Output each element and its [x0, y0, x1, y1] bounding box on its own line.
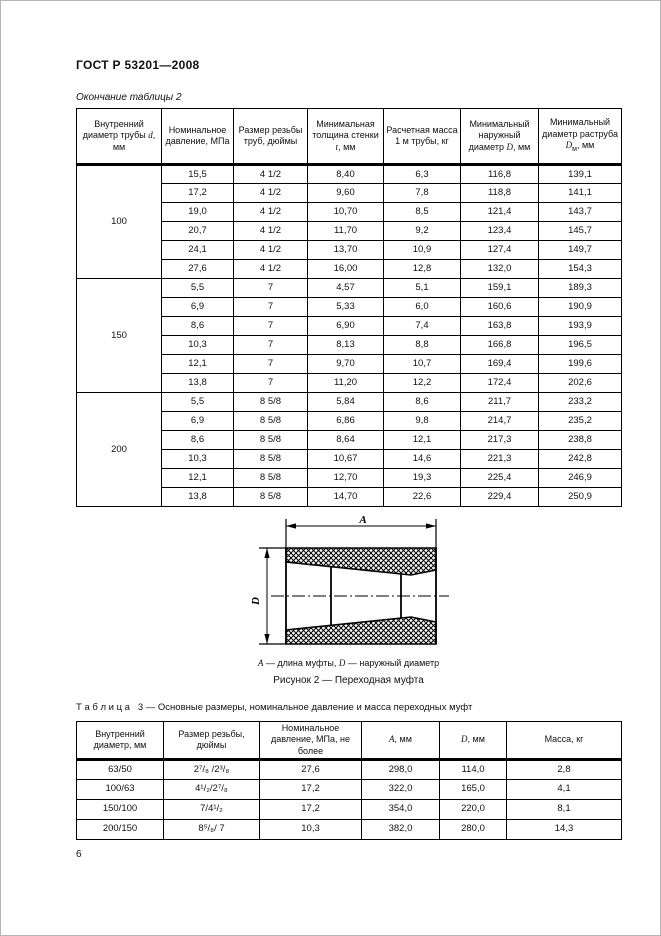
cell: 12,1 — [384, 431, 461, 450]
cell: 6,3 — [384, 165, 461, 184]
caption-variable-d: D — [338, 658, 346, 668]
cell: 14,3 — [507, 819, 622, 839]
cell: 10,67 — [308, 450, 384, 469]
column-header — [77, 109, 162, 165]
cell: 24,1 — [162, 241, 234, 260]
header-subscript: м — [572, 145, 577, 153]
cell: 8,40 — [308, 165, 384, 184]
cell: 13,8 — [162, 374, 234, 393]
cell: 7 — [234, 279, 308, 298]
cell: 8,64 — [308, 431, 384, 450]
cell: 7,4 — [384, 317, 461, 336]
page-number: 6 — [76, 849, 82, 860]
cell: 17,2 — [260, 799, 362, 819]
cell: 8,6 — [162, 317, 234, 336]
cell: 4 1/2 — [234, 165, 308, 184]
cell: 7 — [234, 355, 308, 374]
cell: 5,33 — [308, 298, 384, 317]
header-text: Масса, кг — [544, 734, 584, 745]
cell: 8⁵/₈/ 7 — [164, 819, 260, 839]
cell: 202,6 — [539, 374, 622, 393]
cell: 116,8 — [461, 165, 539, 184]
column-header — [440, 722, 507, 760]
header-variable: t — [335, 141, 339, 152]
cell: 123,4 — [461, 222, 539, 241]
cell: 220,0 — [440, 799, 507, 819]
cell: 7/4¹/₂ — [164, 799, 260, 819]
header-unit: , мм — [112, 130, 156, 152]
cell: 145,7 — [539, 222, 622, 241]
header-unit: , мм — [576, 139, 595, 150]
cell: 17,2 — [162, 184, 234, 203]
cell: 11,20 — [308, 374, 384, 393]
caption-text: — наружный диаметр — [345, 658, 440, 668]
cell: 14,6 — [384, 450, 461, 469]
cell: 354,0 — [362, 799, 440, 819]
table-row — [77, 819, 622, 839]
header-text: Размер резьбы, дюймы — [178, 728, 245, 750]
cell: 166,8 — [461, 336, 539, 355]
cell: 8 5/8 — [234, 393, 308, 412]
table3-coupling-dimensions — [76, 721, 622, 840]
cell: 9,70 — [308, 355, 384, 374]
cell: 10,3 — [260, 819, 362, 839]
cell: 242,8 — [539, 450, 622, 469]
header-text: Минимальный диаметр раструба — [542, 117, 618, 139]
header-text: Минимальный наружный диаметр — [468, 119, 530, 152]
cell: 154,3 — [539, 260, 622, 279]
header-unit: , мм — [467, 734, 485, 745]
cell: 13,8 — [162, 488, 234, 507]
cell: 4,1 — [507, 779, 622, 799]
cell: 12,8 — [384, 260, 461, 279]
cell: 9,8 — [384, 412, 461, 431]
column-header — [308, 109, 384, 165]
cell: 141,1 — [539, 184, 622, 203]
header-unit: , мм — [394, 734, 412, 745]
cell: 322,0 — [362, 779, 440, 799]
header-text: Внутренний диаметр трубы — [82, 119, 146, 141]
cell: 169,4 — [461, 355, 539, 374]
cell: 6,90 — [308, 317, 384, 336]
cell: 27,6 — [162, 260, 234, 279]
header-unit: , мм — [338, 141, 356, 152]
dimension-label-a: А — [359, 514, 367, 526]
cell: 7 — [234, 298, 308, 317]
cell: 189,3 — [539, 279, 622, 298]
table2-pipe-dimensions — [76, 108, 622, 507]
coupling-cross-section-drawing — [251, 513, 451, 659]
table3-title: Т а б л и ц а 3 — Основные размеры, номинальное давление и масса переходных муфт — [76, 702, 473, 713]
column-header — [77, 722, 164, 760]
cell: 19,0 — [162, 203, 234, 222]
cell: 127,4 — [461, 241, 539, 260]
cell: 172,4 — [461, 374, 539, 393]
cell: 12,1 — [162, 355, 234, 374]
header-text: Расчетная масса 1 м трубы, кг — [386, 124, 458, 146]
cell: 118,8 — [461, 184, 539, 203]
cell: 7 — [234, 317, 308, 336]
column-header — [362, 722, 440, 760]
column-header — [461, 109, 539, 165]
table-row — [77, 165, 622, 184]
cell: 121,4 — [461, 203, 539, 222]
cell: 4¹/₂/2⁷/₈ — [164, 779, 260, 799]
diameter-group-cell: 150 — [77, 279, 162, 393]
table2-header-row — [77, 109, 622, 165]
cell: 382,0 — [362, 819, 440, 839]
figure-coupling-drawing — [251, 513, 451, 659]
cell: 9,60 — [308, 184, 384, 203]
cell: 22,6 — [384, 488, 461, 507]
caption-text: — длина муфты, — [263, 658, 339, 668]
cell: 196,5 — [539, 336, 622, 355]
cell: 143,7 — [539, 203, 622, 222]
cell: 235,2 — [539, 412, 622, 431]
cell: 298,0 — [362, 759, 440, 779]
cell: 233,2 — [539, 393, 622, 412]
cell: 139,1 — [539, 165, 622, 184]
header-variable: d — [148, 130, 153, 141]
table-row — [77, 779, 622, 799]
cell: 5,5 — [162, 279, 234, 298]
cell: 7 — [234, 374, 308, 393]
cell: 11,70 — [308, 222, 384, 241]
column-header — [234, 109, 308, 165]
cell: 165,0 — [440, 779, 507, 799]
cell: 4,57 — [308, 279, 384, 298]
column-header — [507, 722, 622, 760]
cell: 10,3 — [162, 336, 234, 355]
cell: 190,9 — [539, 298, 622, 317]
cell: 8 5/8 — [234, 469, 308, 488]
cell: 221,3 — [461, 450, 539, 469]
cell: 8,6 — [162, 431, 234, 450]
cell: 19,3 — [384, 469, 461, 488]
cell: 5,84 — [308, 393, 384, 412]
column-header — [539, 109, 622, 165]
cell: 225,4 — [461, 469, 539, 488]
cell: 14,70 — [308, 488, 384, 507]
cell: 2,8 — [507, 759, 622, 779]
cell: 12,1 — [162, 469, 234, 488]
cell: 5,1 — [384, 279, 461, 298]
header-variable: А — [389, 734, 395, 745]
cell: 6,9 — [162, 298, 234, 317]
table-row — [77, 393, 622, 412]
cell: 2⁷/₈ /2³/₈ — [164, 759, 260, 779]
cell: 10,9 — [384, 241, 461, 260]
figure-title: Рисунок 2 — Переходная муфта — [273, 675, 424, 686]
cell: 10,7 — [384, 355, 461, 374]
cell: 10,70 — [308, 203, 384, 222]
header-text: Номинальное давление, МПа, не более — [270, 723, 351, 756]
table-row — [77, 279, 622, 298]
cell: 211,7 — [461, 393, 539, 412]
cell: 13,70 — [308, 241, 384, 260]
table2-continuation-label: Окончание таблицы 2 — [76, 92, 182, 103]
cell: 20,7 — [162, 222, 234, 241]
cell: 229,4 — [461, 488, 539, 507]
figure-caption — [76, 658, 621, 668]
cell: 8,6 — [384, 393, 461, 412]
cell: 7,8 — [384, 184, 461, 203]
table-row — [77, 799, 622, 819]
cell: 63/50 — [77, 759, 164, 779]
cell: 8 5/8 — [234, 450, 308, 469]
cell: 7 — [234, 336, 308, 355]
cell: 132,0 — [461, 260, 539, 279]
cell: 200/150 — [77, 819, 164, 839]
cell: 8,1 — [507, 799, 622, 819]
header-variable: D — [506, 141, 513, 152]
cell: 159,1 — [461, 279, 539, 298]
diameter-group-cell: 200 — [77, 393, 162, 507]
cell: 160,6 — [461, 298, 539, 317]
cell: 16,00 — [308, 260, 384, 279]
header-text: Минимальная толщина стенки — [312, 119, 379, 141]
cell: 4 1/2 — [234, 222, 308, 241]
cell: 217,3 — [461, 431, 539, 450]
column-header — [164, 722, 260, 760]
cell: 8,5 — [384, 203, 461, 222]
cell: 8,8 — [384, 336, 461, 355]
cell: 193,9 — [539, 317, 622, 336]
cell: 163,8 — [461, 317, 539, 336]
cell: 114,0 — [440, 759, 507, 779]
header-unit: , мм — [512, 141, 531, 152]
cell: 6,0 — [384, 298, 461, 317]
header-text: Внутренний диаметр, мм — [93, 728, 147, 750]
cell: 8 5/8 — [234, 431, 308, 450]
cell: 214,7 — [461, 412, 539, 431]
column-header — [384, 109, 461, 165]
cell: 8 5/8 — [234, 412, 308, 431]
cell: 150/100 — [77, 799, 164, 819]
cell: 4 1/2 — [234, 260, 308, 279]
diameter-group-cell: 100 — [77, 165, 162, 279]
cell: 27,6 — [260, 759, 362, 779]
cell: 8 5/8 — [234, 488, 308, 507]
cell: 15,5 — [162, 165, 234, 184]
document-title: ГОСТ Р 53201—2008 — [76, 58, 200, 72]
cell: 149,7 — [539, 241, 622, 260]
header-variable: D — [461, 734, 468, 745]
table-row — [77, 759, 622, 779]
cell: 6,9 — [162, 412, 234, 431]
cell: 10,3 — [162, 450, 234, 469]
cell: 250,9 — [539, 488, 622, 507]
cell: 246,9 — [539, 469, 622, 488]
cell: 4 1/2 — [234, 203, 308, 222]
dimension-label-d: D — [251, 597, 262, 605]
cell: 9,2 — [384, 222, 461, 241]
cell: 238,8 — [539, 431, 622, 450]
column-header — [162, 109, 234, 165]
cell: 6,86 — [308, 412, 384, 431]
cell: 17,2 — [260, 779, 362, 799]
header-text: Номинальное давление, МПа — [165, 124, 230, 146]
header-variable: D — [565, 139, 573, 150]
cell: 4 1/2 — [234, 184, 308, 203]
cell: 100/63 — [77, 779, 164, 799]
column-header — [260, 722, 362, 760]
cell: 199,6 — [539, 355, 622, 374]
cell: 12,2 — [384, 374, 461, 393]
caption-variable-a: А — [257, 658, 264, 668]
cell: 5,5 — [162, 393, 234, 412]
cell: 8,13 — [308, 336, 384, 355]
cell: 4 1/2 — [234, 241, 308, 260]
cell: 280,0 — [440, 819, 507, 839]
table3-header-row — [77, 722, 622, 760]
cell: 12,70 — [308, 469, 384, 488]
header-text: Размер резьбы труб, дюймы — [238, 124, 303, 146]
